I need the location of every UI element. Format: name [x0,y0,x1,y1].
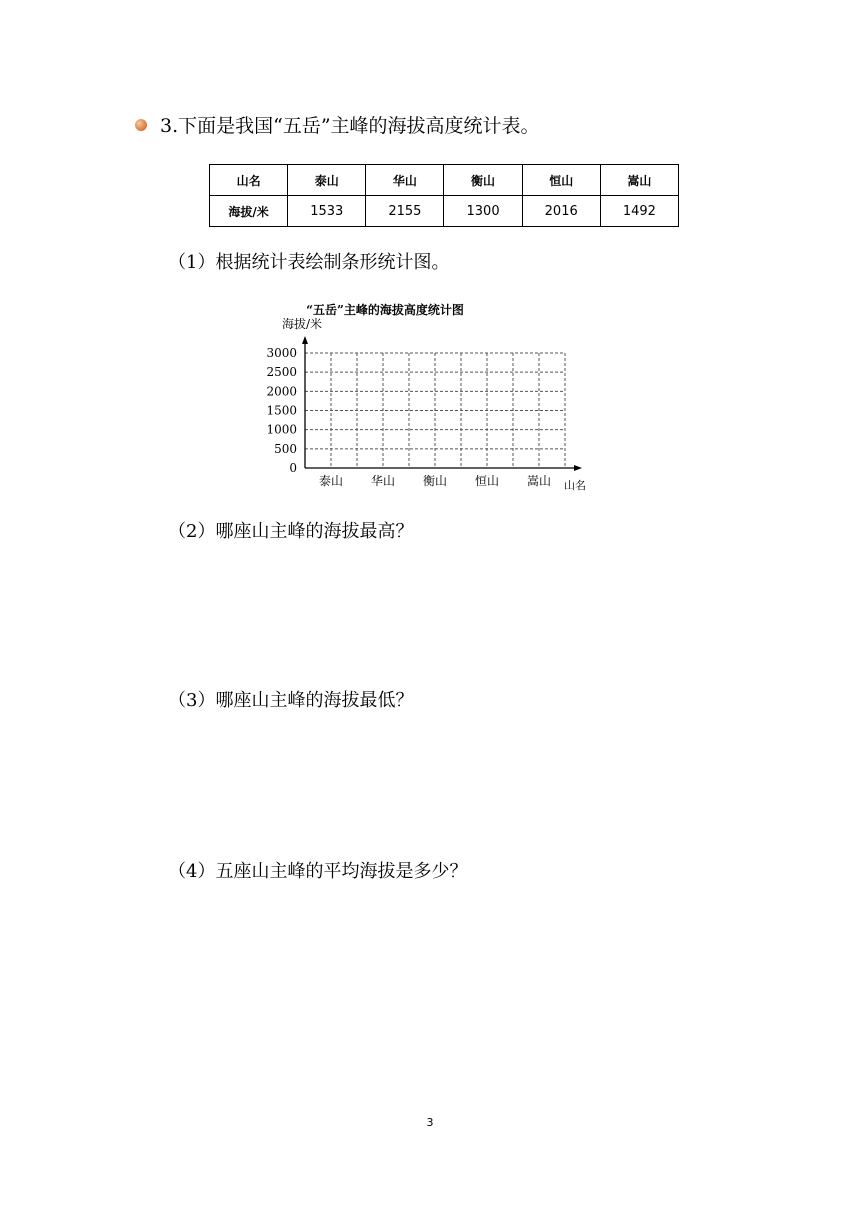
table-header-row [210,165,679,196]
chart-title: “五岳”主峰的海拔高度统计图 [306,303,464,317]
table-mountain-name: 华山 [366,165,444,196]
y-tick-label: 1500 [266,403,297,418]
y-tick-label: 2500 [266,365,297,380]
x-tick-label: 泰山 [318,474,344,488]
y-tick-label: 0 [289,461,297,475]
x-tick-label: 华山 [370,474,396,488]
x-axis-arrow [574,465,582,471]
bullet-icon [135,119,147,131]
table-mountain-name: 恒山 [522,165,600,196]
question-title: 3.下面是我国“五岳”主峰的海拔高度统计表。 [160,115,540,137]
chart-axes [302,336,582,471]
chart-y-ticks [266,346,297,475]
x-tick-label: 恒山 [474,474,500,488]
table-mountain-name: 嵩山 [600,165,678,196]
y-tick-label: 1000 [266,422,297,437]
table-mountain-name: 泰山 [288,165,366,196]
subquestion-4: （4）五座山主峰的平均海拔是多少？ [168,861,468,882]
subquestion-1: （1）根据统计表绘制条形统计图。 [168,252,450,273]
bar-chart [260,298,600,498]
y-tick-label: 2000 [266,384,297,399]
table-height-value: 2155 [366,196,444,227]
altitude-table [209,164,679,227]
x-tick-label: 嵩山 [526,474,552,488]
page-number: 3 [426,1116,434,1129]
chart-svg [260,298,600,498]
chart-x-axis-label: 山名 [564,479,586,492]
table-header-label: 山名 [210,165,288,196]
table-mountain-name: 衡山 [444,165,522,196]
table-height-value: 1533 [288,196,366,227]
y-axis-arrow [302,336,308,344]
table-value-row [210,196,679,227]
chart-grid [305,353,565,468]
table-height-value: 1300 [444,196,522,227]
table-height-value: 2016 [522,196,600,227]
table-row-label: 海拔/米 [210,196,288,227]
subquestion-2: （2）哪座山主峰的海拔最高？ [168,521,414,542]
subquestion-3: （3）哪座山主峰的海拔最低？ [168,690,414,711]
x-tick-label: 衡山 [422,474,448,488]
y-tick-label: 500 [274,441,297,456]
y-tick-label: 3000 [266,346,297,360]
chart-x-ticks [319,473,551,488]
chart-y-axis-label: 海拔/米 [282,317,323,331]
table-height-value: 1492 [600,196,678,227]
